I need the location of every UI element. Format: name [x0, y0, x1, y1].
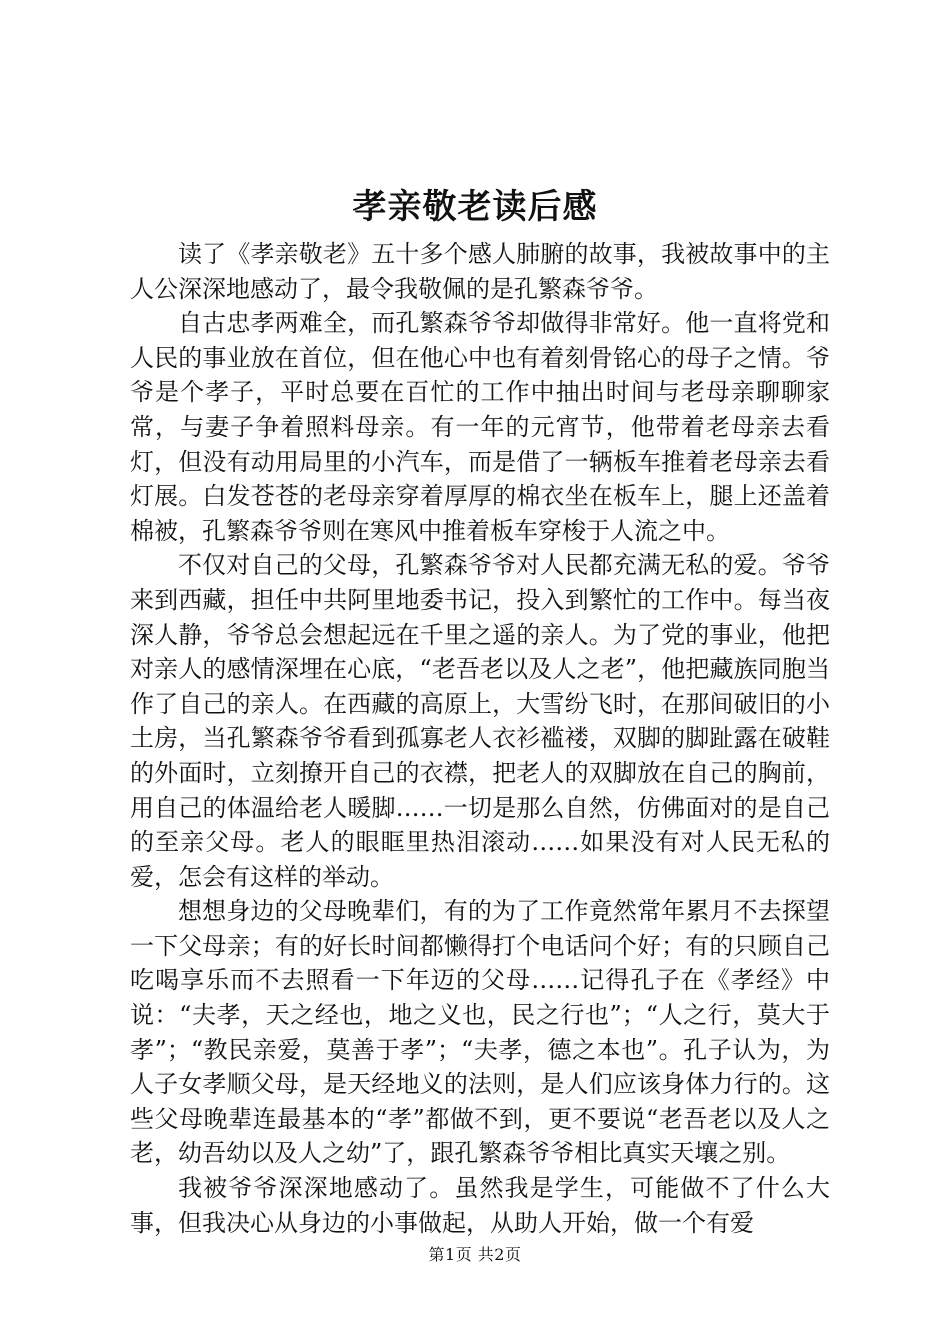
page-footer: 第1页 共2页	[428, 1245, 522, 1264]
document-title: 孝亲敬老读后感	[352, 187, 598, 227]
document-body	[130, 237, 830, 1240]
body-paragraph: 自古忠孝两难全，而孔繁森爷爷却做得非常好。他一直将党和人民的事业放在首位，但在他心中也有着刻骨铭心的母子之情。爷爷是个孝子，平时总要在百忙的工作中抽出时间与老母亲聊聊家常，与妻子争着照料母亲。有一年的元宵节，他带着老母亲去看灯，但没有动用局里的小汽车，而是借了一辆板车推着老母亲去看灯展。白发苍苍的老母亲穿着厚厚的棉衣坐在板车上，腿上还盖着棉被，孔繁森爷爷则在寒风中推着板车穿梭于人流之中。	[130, 309, 830, 545]
body-paragraph: 不仅对自己的父母，孔繁森爷爷对人民都充满无私的爱。爷爷来到西藏，担任中共阿里地委书记，投入到繁忙的工作中。每当夜深人静，爷爷总会想起远在千里之遥的亲人。为了党的事业，他把对亲人的感情深埋在心底，“老吾老以及人之老”，他把藏族同胞当作了自己的亲人。在西藏的高原上，大雪纷飞时，在那间破旧的小土房，当孔繁森爷爷看到孤寡老人衣衫褴褛，双脚的脚趾露在破鞋的外面时，立刻撩开自己的衣襟，把老人的双脚放在自己的胸前，用自己的体温给老人暖脚……一切是那么自然，仿佛面对的是自己的至亲父母。老人的眼眶里热泪滚动……如果没有对人民无私的爱，怎会有这样的举动。	[130, 551, 830, 891]
body-paragraph: 我被爷爷深深地感动了。虽然我是学生，可能做不了什么大事，但我决心从身边的小事做起，从助人开始，做一个有爱	[130, 1174, 830, 1237]
body-paragraph: 读了《孝亲敬老》五十多个感人肺腑的故事，我被故事中的主人公深深地感动了，最令我敬佩的是孔繁森爷爷。	[130, 240, 830, 303]
body-paragraph: 想想身边的父母晚辈们，有的为了工作竟然常年累月不去探望一下父母亲；有的好长时间都懒得打个电话问个好；有的只顾自己吃喝享乐而不去照看一下年迈的父母……记得孔子在《孝经》中说：“夫孝，天之经也，地之义也，民之行也”；“人之行，莫大于孝”；“教民亲爱，莫善于孝”；“夫孝，德之本也”。孔子认为，为人子女孝顺父母，是天经地义的法则，是人们应该身体力行的。这些父母晚辈连最基本的“孝”都做不到，更不要说“老吾老以及人之老，幼吾幼以及人之幼”了，跟孔繁森爷爷相比真实天壤之别。	[130, 897, 830, 1168]
